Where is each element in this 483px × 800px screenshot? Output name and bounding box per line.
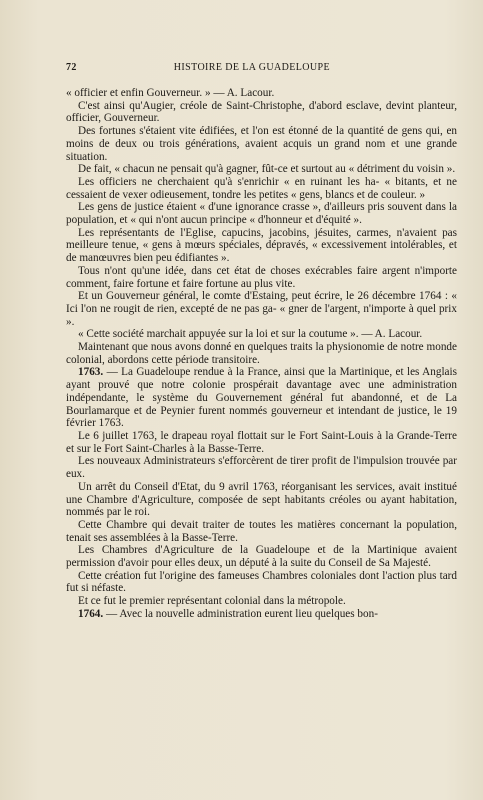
paragraph: De fait, « chacun ne pensait qu'à gagner, fût-ce et surtout au « détriment du voisin ». — [78, 163, 456, 176]
paragraph: Les officiers ne cherchaient qu'à s'enrichir « en ruinant les ha- « bitants, et ne cessaient de vexer odieusement, tondre les petites « gens, blancs et de couleur. » — [66, 175, 457, 201]
year-heading: 1764. — [78, 607, 104, 620]
paragraph: Cette Chambre qui devait traiter de toutes les matières concernant la population, tenait ses assemblées à la Basse-Terre. — [66, 518, 457, 544]
paragraph: Les représentants de l'Eglise, capucins, jacobins, jésuites, carmes, n'avaient pas meilleure tenue, « gens à mœurs spéciales, dépravés, « excessivement intolérables, et de manœuvres bien peu édifiantes ». — [66, 226, 457, 265]
running-title: HISTOIRE DE LA GUADELOUPE — [173, 62, 330, 73]
paragraph: Le 6 juillet 1763, le drapeau royal flottait sur le Fort Saint-Louis à la Grande-Terre et sur le Fort Saint-Charles à la Basse-Terre. — [66, 429, 457, 455]
paragraph: C'est ainsi qu'Augier, créole de Saint-Christophe, d'abord esclave, devint planteur, officier, Gouverneur. — [66, 99, 457, 125]
paragraph: Les nouveaux Administrateurs s'efforcèrent de tirer profit de l'impulsion trouvée par eux. — [66, 455, 457, 481]
paragraph: Cette création fut l'origine des fameuses Chambres coloniales dont l'action plus tard fut si néfaste. — [66, 569, 457, 595]
paragraph: « officier et enfin Gouverneur. » — A. Lacour. — [66, 87, 275, 99]
paragraph: Les gens de justice étaient « d'une ignorance crasse », d'ailleurs pris souvent dans la population, et « qui n'ont aucun principe « d'honneur et d'équité ». — [66, 201, 457, 227]
paragraph: 1763. — La Guadeloupe rendue à la France, ainsi que la Martinique, et les Anglais ayant prouvé que notre colonie prospérait davantage avec une administration indépendante, le système du Gouvernement général fut abandonné, et de La Bourlamarque et de Peynier furent nommés gouverneur et intendant de justice, le 19 février 1763. — [66, 366, 457, 430]
paragraph: 1764. — Avec la nouvelle administration eurent lieu quelques bon- — [78, 607, 378, 620]
page-header — [66, 62, 457, 73]
paragraph: Des fortunes s'étaient vite édifiées, et l'on est étonné de la quantité de gens qui, en moins de deux ou trois générations, avaient acquis un grand nom et une grande situation. — [66, 125, 457, 163]
body-text — [66, 87, 457, 621]
year-heading: 1763. — [78, 366, 104, 379]
paragraph: Et un Gouverneur général, le comte d'Estaing, peut écrire, le 26 décembre 1764 : « Ici l'on ne rougit de rien, excepté de ne pas ga- « gner de l'argent, n'importe à quel prix ». — [66, 290, 457, 328]
paragraph: « Cette société marchait appuyée sur la loi et sur la coutume ». — A. Lacour. — [78, 328, 423, 341]
paragraph: Les Chambres d'Agriculture de la Guadeloupe et de la Martinique avaient permission d'avoir pour elles deux, un député à la suite du Conseil de Sa Majesté. — [66, 544, 457, 570]
paragraph: Tous n'ont qu'une idée, dans cet état de choses exécrables faire argent n'importe comment, faire fortune et faire fortune au plus vite. — [66, 264, 457, 290]
paragraph: Un arrêt du Conseil d'Etat, du 9 avril 1763, réorganisant les services, avait institué une Chambre d'Agriculture, composée de sept habitants créoles ou ayant habitation, nommés par le roi. — [66, 480, 457, 519]
paragraph: Et ce fut le premier représentant colonial dans la métropole. — [78, 595, 346, 608]
page-number: 72 — [66, 62, 77, 73]
paragraph: Maintenant que nous avons donné en quelques traits la physionomie de notre monde colonial, abordons cette période transitoire. — [66, 341, 457, 366]
